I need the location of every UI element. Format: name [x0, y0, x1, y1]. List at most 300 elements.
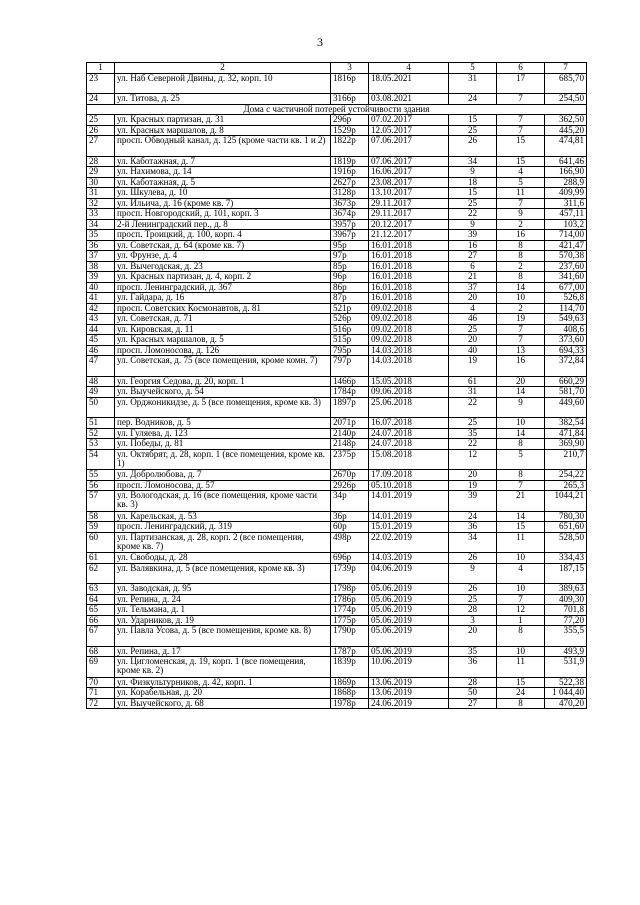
- cell-col-5: 22: [449, 209, 497, 220]
- cell-col-6: 7: [497, 324, 545, 335]
- cell-col-5: 9: [449, 219, 497, 230]
- cell-col-2: просп. Новгородский, д. 101, корп. 3: [115, 209, 331, 220]
- cell-col-6: 10: [497, 553, 545, 564]
- table-row: [87, 156, 587, 167]
- cell-col-4: 17.09.2018: [369, 470, 449, 481]
- cell-col-6: 11: [497, 188, 545, 199]
- cell-col-7: 471,84: [545, 428, 587, 439]
- cell-col-2: ул. Карельская, д. 53: [115, 511, 331, 522]
- cell-col-2: ул. Добролюбова, д. 7: [115, 470, 331, 481]
- cell-col-2: ул. Свободы, д. 28: [115, 553, 331, 564]
- cell-col-4: 16.01.2018: [369, 251, 449, 262]
- cell-col-1: 59: [87, 522, 115, 533]
- cell-col-6: 11: [497, 532, 545, 553]
- cell-col-2: ул. Физкультурников, д. 42, корп. 1: [115, 677, 331, 688]
- cell-col-5: 25: [449, 198, 497, 209]
- cell-col-3: 1839р: [331, 657, 369, 678]
- cell-col-5: 26: [449, 136, 497, 157]
- cell-col-2: просп. Ломоносова, д. 126: [115, 345, 331, 356]
- cell-col-7: 714,00: [545, 230, 587, 241]
- cell-col-4: 13.06.2019: [369, 688, 449, 699]
- cell-col-1: 60: [87, 532, 115, 553]
- cell-col-6: 6: [497, 63, 545, 74]
- table-row: [87, 449, 587, 470]
- table-row: [87, 511, 587, 522]
- cell-col-7: 445,20: [545, 125, 587, 136]
- cell-col-4: 07.06.2017: [369, 156, 449, 167]
- cell-col-6: 14: [497, 428, 545, 439]
- cell-col-1: 1: [87, 63, 115, 74]
- cell-col-6: 9: [497, 209, 545, 220]
- cell-col-6: 8: [497, 698, 545, 709]
- cell-col-1: 68: [87, 646, 115, 657]
- cell-col-2: ул. Гуляева, д. 123: [115, 428, 331, 439]
- cell-col-7: 389,63: [545, 584, 587, 595]
- cell-col-1: 39: [87, 272, 115, 283]
- cell-col-7: 470,20: [545, 698, 587, 709]
- cell-col-3: 1784р: [331, 387, 369, 398]
- cell-col-2: просп. Ломоносова, д. 57: [115, 480, 331, 491]
- cell-col-2: ул. Советская, д. 75 (все помещения, кроме комн. 7): [115, 356, 331, 377]
- cell-col-4: 05.06.2019: [369, 626, 449, 647]
- table-row: [87, 397, 587, 418]
- table-row: [87, 698, 587, 709]
- cell-col-3: 1868р: [331, 688, 369, 699]
- cell-col-5: 9: [449, 167, 497, 178]
- cell-col-4: 20.12.2017: [369, 219, 449, 230]
- table-row: [87, 94, 587, 105]
- table-row: [87, 272, 587, 283]
- cell-col-4: 09.02.2018: [369, 335, 449, 346]
- table-row: [87, 428, 587, 439]
- cell-col-4: 15.08.2018: [369, 449, 449, 470]
- cell-col-3: 1897р: [331, 397, 369, 418]
- cell-col-6: 5: [497, 177, 545, 188]
- cell-col-6: 4: [497, 167, 545, 178]
- cell-col-5: 40: [449, 345, 497, 356]
- cell-col-4: 16.01.2018: [369, 261, 449, 272]
- cell-col-6: 12: [497, 605, 545, 616]
- cell-col-3: 1819р: [331, 156, 369, 167]
- cell-col-1: 31: [87, 188, 115, 199]
- cell-col-5: 15: [449, 115, 497, 126]
- cell-col-6: 15: [497, 136, 545, 157]
- cell-col-2: ул. Репина, д. 17: [115, 646, 331, 657]
- cell-col-7: 1044,21: [545, 491, 587, 512]
- table-row: [87, 491, 587, 512]
- cell-col-2: ул. Репина, д. 24: [115, 594, 331, 605]
- cell-col-2: ул. Орджоникидзе, д. 5 (все помещения, кроме кв. 3): [115, 397, 331, 418]
- cell-col-3: 1786р: [331, 594, 369, 605]
- cell-col-3: 2140р: [331, 428, 369, 439]
- cell-col-6: 8: [497, 470, 545, 481]
- cell-col-3: 95р: [331, 240, 369, 251]
- cell-col-3: 34р: [331, 491, 369, 512]
- cell-col-7: 526,8: [545, 293, 587, 304]
- cell-col-2: ул. Советская, д. 71: [115, 314, 331, 325]
- cell-col-5: 19: [449, 356, 497, 377]
- cell-col-7: 1 044,40: [545, 688, 587, 699]
- cell-col-1: 65: [87, 605, 115, 616]
- cell-col-3: 1869р: [331, 677, 369, 688]
- cell-col-3: 87р: [331, 293, 369, 304]
- cell-col-1: 64: [87, 594, 115, 605]
- cell-col-2: ул. Октябрят, д. 28, корп. 1 (все помещения, кроме кв. 1): [115, 449, 331, 470]
- cell-col-5: 4: [449, 303, 497, 314]
- cell-col-1: 33: [87, 209, 115, 220]
- cell-col-2: ул. Валявкина, д. 5 (все помещения, кроме кв. 3): [115, 563, 331, 584]
- cell-col-5: 37: [449, 282, 497, 293]
- cell-col-4: 05.10.2018: [369, 480, 449, 491]
- cell-col-4: 24.06.2019: [369, 698, 449, 709]
- cell-col-7: 409,99: [545, 188, 587, 199]
- cell-col-2: ул. Партизанская, д. 28, корп. 2 (все помещения, кроме кв. 7): [115, 532, 331, 553]
- cell-col-7: 372,84: [545, 356, 587, 377]
- cell-col-1: 45: [87, 335, 115, 346]
- cell-col-2: пер. Водников, д. 5: [115, 418, 331, 429]
- cell-col-4: 14.03.2018: [369, 345, 449, 356]
- cell-col-3: 1529р: [331, 125, 369, 136]
- cell-col-7: 408,6: [545, 324, 587, 335]
- cell-col-1: 24: [87, 94, 115, 105]
- table-row: [87, 522, 587, 533]
- cell-col-5: 24: [449, 94, 497, 105]
- cell-col-5: 34: [449, 156, 497, 167]
- cell-col-1: 58: [87, 511, 115, 522]
- register-table: [86, 62, 587, 709]
- cell-col-4: 16.01.2018: [369, 240, 449, 251]
- cell-col-1: 36: [87, 240, 115, 251]
- cell-col-2: просп. Ленинградский, д. 367: [115, 282, 331, 293]
- table-row: [87, 376, 587, 387]
- cell-col-6: 7: [497, 198, 545, 209]
- cell-col-2: ул. Вычегодская, д. 23: [115, 261, 331, 272]
- cell-col-3: 2627р: [331, 177, 369, 188]
- cell-col-4: 16.01.2018: [369, 272, 449, 283]
- table-row: [87, 198, 587, 209]
- cell-col-3: 498р: [331, 532, 369, 553]
- cell-col-4: 05.06.2019: [369, 605, 449, 616]
- cell-col-1: 51: [87, 418, 115, 429]
- cell-col-1: 56: [87, 480, 115, 491]
- cell-col-1: 38: [87, 261, 115, 272]
- cell-col-2: ул. Георгия Седова, д. 20, корп. 1: [115, 376, 331, 387]
- cell-col-5: 26: [449, 553, 497, 564]
- cell-col-1: 29: [87, 167, 115, 178]
- cell-col-1: 55: [87, 470, 115, 481]
- cell-col-4: 05.06.2019: [369, 594, 449, 605]
- table-row: [87, 177, 587, 188]
- section-title: Дома с частичной потерей устойчивости здания: [87, 104, 587, 115]
- cell-col-5: 19: [449, 480, 497, 491]
- cell-col-4: 10.06.2019: [369, 657, 449, 678]
- cell-col-7: 114,70: [545, 303, 587, 314]
- table-row: [87, 335, 587, 346]
- cell-col-5: 27: [449, 698, 497, 709]
- table-row: [87, 688, 587, 699]
- cell-col-4: 13.06.2019: [369, 677, 449, 688]
- table-row: [87, 470, 587, 481]
- cell-col-4: 09.02.2018: [369, 314, 449, 325]
- cell-col-6: 14: [497, 282, 545, 293]
- cell-col-2: ул. Шкулева, д. 10: [115, 188, 331, 199]
- table-row: [87, 626, 587, 647]
- cell-col-3: 3: [331, 63, 369, 74]
- table-row: [87, 657, 587, 678]
- cell-col-3: 2071р: [331, 418, 369, 429]
- cell-col-4: 05.06.2019: [369, 646, 449, 657]
- cell-col-7: 210,7: [545, 449, 587, 470]
- cell-col-2: ул. Нахимова, д. 14: [115, 167, 331, 178]
- table-row: [87, 387, 587, 398]
- cell-col-6: 1: [497, 615, 545, 626]
- cell-col-3: 2926р: [331, 480, 369, 491]
- cell-col-2: 2: [115, 63, 331, 74]
- cell-col-6: 13: [497, 345, 545, 356]
- cell-col-2: ул. Красных маршалов, д. 8: [115, 125, 331, 136]
- cell-col-2: ул. Выучейского, д. 54: [115, 387, 331, 398]
- cell-col-2: ул. Красных партизан, д. 4, корп. 2: [115, 272, 331, 283]
- cell-col-3: 3673р: [331, 198, 369, 209]
- cell-col-2: ул. Тельмана, д. 1: [115, 605, 331, 616]
- cell-col-6: 24: [497, 688, 545, 699]
- cell-col-6: 7: [497, 594, 545, 605]
- cell-col-4: 24.07.2018: [369, 439, 449, 450]
- table-row: [87, 314, 587, 325]
- cell-col-1: 53: [87, 439, 115, 450]
- cell-col-4: 18.05.2021: [369, 73, 449, 94]
- table-row: [87, 594, 587, 605]
- cell-col-6: 4: [497, 563, 545, 584]
- cell-col-7: 254,22: [545, 470, 587, 481]
- cell-col-5: 36: [449, 657, 497, 678]
- cell-col-7: 254,50: [545, 94, 587, 105]
- table-row: [87, 439, 587, 450]
- cell-col-7: 780,30: [545, 511, 587, 522]
- table-row: [87, 209, 587, 220]
- cell-col-6: 10: [497, 584, 545, 595]
- cell-col-3: 797р: [331, 356, 369, 377]
- cell-col-4: 25.06.2018: [369, 397, 449, 418]
- cell-col-7: 77,20: [545, 615, 587, 626]
- cell-col-5: 9: [449, 563, 497, 584]
- cell-col-7: 677,00: [545, 282, 587, 293]
- cell-col-1: 71: [87, 688, 115, 699]
- cell-col-1: 32: [87, 198, 115, 209]
- cell-col-1: 54: [87, 449, 115, 470]
- cell-col-6: 10: [497, 293, 545, 304]
- table-row: [87, 324, 587, 335]
- cell-col-1: 44: [87, 324, 115, 335]
- cell-col-5: 61: [449, 376, 497, 387]
- cell-col-7: 341,60: [545, 272, 587, 283]
- cell-col-1: 67: [87, 626, 115, 647]
- cell-col-3: 521р: [331, 303, 369, 314]
- cell-col-3: 1774р: [331, 605, 369, 616]
- cell-col-2: ул. Титова, д. 25: [115, 94, 331, 105]
- cell-col-6: 19: [497, 314, 545, 325]
- cell-col-3: 3674р: [331, 209, 369, 220]
- cell-col-7: 660,29: [545, 376, 587, 387]
- cell-col-4: 22.02.2019: [369, 532, 449, 553]
- cell-col-1: 66: [87, 615, 115, 626]
- cell-col-4: 4: [369, 63, 449, 74]
- cell-col-1: 37: [87, 251, 115, 262]
- cell-col-2: ул. Победы, д. 81: [115, 439, 331, 450]
- cell-col-3: 60р: [331, 522, 369, 533]
- cell-col-5: 3: [449, 615, 497, 626]
- cell-col-3: 1978р: [331, 698, 369, 709]
- cell-col-7: 369,90: [545, 439, 587, 450]
- cell-col-2: ул. Советская, д. 64 (кроме кв. 7): [115, 240, 331, 251]
- cell-col-7: 581,70: [545, 387, 587, 398]
- cell-col-5: 26: [449, 584, 497, 595]
- cell-col-3: 1816р: [331, 73, 369, 94]
- cell-col-1: 25: [87, 115, 115, 126]
- cell-col-5: 36: [449, 522, 497, 533]
- cell-col-7: 7: [545, 63, 587, 74]
- cell-col-2: ул. Каботажная, д. 7: [115, 156, 331, 167]
- cell-col-4: 14.01.2019: [369, 491, 449, 512]
- cell-col-7: 651,60: [545, 522, 587, 533]
- cell-col-2: ул. Заводская, д. 95: [115, 584, 331, 595]
- cell-col-7: 187,15: [545, 563, 587, 584]
- cell-col-3: 296р: [331, 115, 369, 126]
- cell-col-6: 15: [497, 677, 545, 688]
- cell-col-5: 18: [449, 177, 497, 188]
- cell-col-4: 14.03.2019: [369, 553, 449, 564]
- cell-col-1: 34: [87, 219, 115, 230]
- cell-col-2: ул. Красных партизан, д. 31: [115, 115, 331, 126]
- table-row: [87, 646, 587, 657]
- cell-col-5: 6: [449, 261, 497, 272]
- cell-col-4: 29.11.2017: [369, 198, 449, 209]
- cell-col-7: 237,60: [545, 261, 587, 272]
- table-row: [87, 125, 587, 136]
- table-row: [87, 303, 587, 314]
- cell-col-1: 42: [87, 303, 115, 314]
- cell-col-7: 409,30: [545, 594, 587, 605]
- cell-col-1: 62: [87, 563, 115, 584]
- cell-col-2: ул. Фрунзе, д. 4: [115, 251, 331, 262]
- cell-col-3: 97р: [331, 251, 369, 262]
- cell-col-5: 50: [449, 688, 497, 699]
- cell-col-1: 63: [87, 584, 115, 595]
- cell-col-6: 8: [497, 272, 545, 283]
- cell-col-4: 23.08.2017: [369, 177, 449, 188]
- cell-col-4: 21.12.2017: [369, 230, 449, 241]
- cell-col-6: 2: [497, 261, 545, 272]
- cell-col-7: 265,3: [545, 480, 587, 491]
- cell-col-7: 449,60: [545, 397, 587, 418]
- cell-col-1: 49: [87, 387, 115, 398]
- table-row: [87, 563, 587, 584]
- cell-col-3: 2148р: [331, 439, 369, 450]
- cell-col-6: 11: [497, 657, 545, 678]
- cell-col-4: 12.05.2017: [369, 125, 449, 136]
- cell-col-5: 39: [449, 230, 497, 241]
- cell-col-4: 09.02.2018: [369, 303, 449, 314]
- cell-col-1: 40: [87, 282, 115, 293]
- cell-col-5: 24: [449, 511, 497, 522]
- cell-col-1: 47: [87, 356, 115, 377]
- table-row: [87, 136, 587, 157]
- cell-col-7: 493,9: [545, 646, 587, 657]
- table-row: [87, 356, 587, 377]
- cell-col-5: 31: [449, 73, 497, 94]
- table-row: [87, 345, 587, 356]
- cell-col-4: 09.02.2018: [369, 324, 449, 335]
- cell-col-6: 8: [497, 251, 545, 262]
- cell-col-1: 52: [87, 428, 115, 439]
- cell-col-5: 28: [449, 677, 497, 688]
- table-row: [87, 532, 587, 553]
- cell-col-1: 27: [87, 136, 115, 157]
- section-row: [87, 104, 587, 115]
- table-row: [87, 240, 587, 251]
- cell-col-2: 2-й Ленинградский пер., д. 8: [115, 219, 331, 230]
- cell-col-1: 69: [87, 657, 115, 678]
- cell-col-5: 16: [449, 240, 497, 251]
- cell-col-6: 8: [497, 240, 545, 251]
- cell-col-5: 25: [449, 594, 497, 605]
- cell-col-6: 14: [497, 387, 545, 398]
- cell-col-7: 694,33: [545, 345, 587, 356]
- table-row: [87, 115, 587, 126]
- cell-col-2: ул. Каботажная, д. 5: [115, 177, 331, 188]
- cell-col-4: 15.01.2019: [369, 522, 449, 533]
- cell-col-4: 13.10.2017: [369, 188, 449, 199]
- cell-col-5: 35: [449, 646, 497, 657]
- cell-col-6: 10: [497, 418, 545, 429]
- cell-col-6: 16: [497, 356, 545, 377]
- cell-col-7: 421,47: [545, 240, 587, 251]
- cell-col-1: 48: [87, 376, 115, 387]
- table-row: [87, 605, 587, 616]
- cell-col-2: ул. Вологодская, д. 16 (все помещения, кроме части кв. 3): [115, 491, 331, 512]
- cell-col-5: 39: [449, 491, 497, 512]
- cell-col-7: 570,38: [545, 251, 587, 262]
- cell-col-7: 362,50: [545, 115, 587, 126]
- cell-col-3: 3967р: [331, 230, 369, 241]
- cell-col-6: 7: [497, 115, 545, 126]
- cell-col-2: просп. Ленинградский, д. 319: [115, 522, 331, 533]
- cell-col-2: ул. Выучейского, д. 68: [115, 698, 331, 709]
- cell-col-3: 1466р: [331, 376, 369, 387]
- cell-col-1: 35: [87, 230, 115, 241]
- cell-col-5: 20: [449, 293, 497, 304]
- cell-col-5: 21: [449, 272, 497, 283]
- cell-col-7: 549,63: [545, 314, 587, 325]
- table-row: [87, 480, 587, 491]
- cell-col-3: 85р: [331, 261, 369, 272]
- cell-col-4: 16.07.2018: [369, 418, 449, 429]
- cell-col-6: 8: [497, 626, 545, 647]
- cell-col-1: 30: [87, 177, 115, 188]
- page-number: 3: [317, 35, 323, 49]
- table-row: [87, 230, 587, 241]
- cell-col-4: 16.06.2017: [369, 167, 449, 178]
- cell-col-6: 5: [497, 449, 545, 470]
- cell-col-6: 17: [497, 73, 545, 94]
- table-row: [87, 167, 587, 178]
- cell-col-4: 03.08.2021: [369, 94, 449, 105]
- cell-col-4: 15.05.2018: [369, 376, 449, 387]
- cell-col-2: ул. Цигломенская, д. 19, корп. 1 (все помещения, кроме кв. 2): [115, 657, 331, 678]
- table-row: [87, 615, 587, 626]
- cell-col-3: 2670р: [331, 470, 369, 481]
- table-row: [87, 251, 587, 262]
